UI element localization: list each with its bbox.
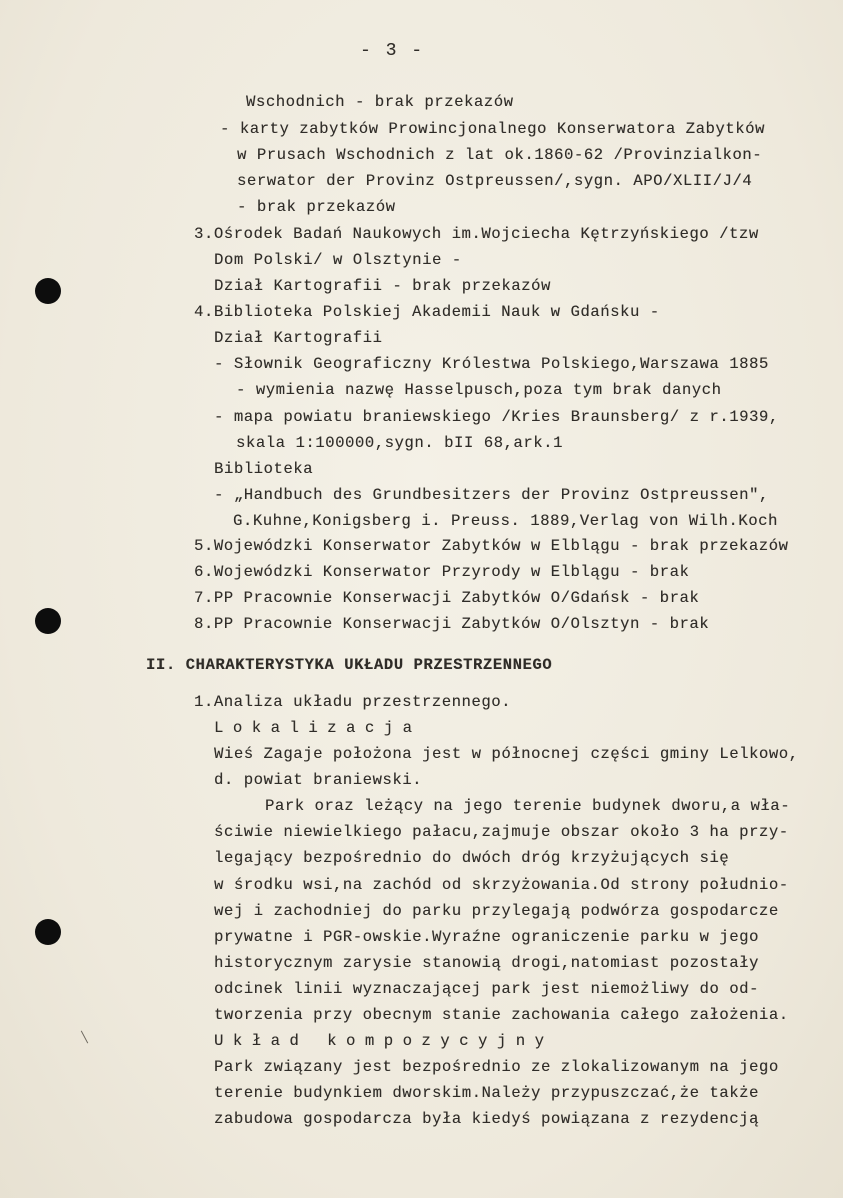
- text-line: - wymienia nazwę Hasselpusch,poza tym brak danych: [236, 381, 722, 399]
- text-line: Biblioteka: [214, 460, 314, 478]
- paragraph-line: odcinek linii wyznaczającej park jest niemożliwy do od-: [214, 980, 759, 998]
- paragraph-line: d. powiat braniewski.: [214, 771, 423, 789]
- list-item: - Słownik Geograficzny Królestwa Polskiego,Warszawa 1885: [214, 355, 769, 373]
- subsection-heading: 1.Analiza układu przestrzennego.: [194, 693, 512, 711]
- numbered-item: 3.Ośrodek Badań Naukowych im.Wojciecha Kętrzyńskiego /tzw: [194, 225, 759, 243]
- numbered-item: 6.Wojewódzki Konserwator Przyrody w Elblągu - brak: [194, 563, 690, 581]
- paragraph-line: terenie budynkiem dworskim.Należy przypuszczać,że także: [214, 1084, 759, 1102]
- punch-hole: [35, 608, 61, 634]
- paragraph-line: w środku wsi,na zachód od skrzyżowania.Od strony południo-: [214, 876, 789, 894]
- paragraph-line: zabudowa gospodarcza była kiedyś powiązana z rezydencją: [214, 1110, 759, 1128]
- paragraph-line: ściwie niewielkiego pałacu,zajmuje obszar około 3 ha przy-: [214, 823, 789, 841]
- text-line: Dom Polski/ w Olsztynie -: [214, 251, 462, 269]
- list-item: - „Handbuch des Grundbesitzers der Provinz Ostpreussen",: [214, 486, 769, 504]
- text-line: - brak przekazów: [237, 198, 396, 216]
- text-line: serwator der Provinz Ostpreussen/,sygn. APO/XLII/J/4: [237, 172, 753, 190]
- paragraph-line: legający bezpośrednio do dwóch dróg krzyżujących się: [214, 849, 730, 867]
- paragraph-line: tworzenia przy obecnym stanie zachowania całego założenia.: [214, 1006, 789, 1024]
- punch-hole: [35, 919, 61, 945]
- paragraph-line: prywatne i PGR-owskie.Wyraźne ograniczenie parku w jego: [214, 928, 759, 946]
- section-heading: II. CHARAKTERYSTYKA UKŁADU PRZESTRZENNEGO: [146, 656, 553, 674]
- page-number: - 3 -: [360, 41, 425, 61]
- numbered-item: 5.Wojewódzki Konserwator Zabytków w Elblągu - brak przekazów: [194, 537, 789, 555]
- numbered-item: 7.PP Pracownie Konserwacji Zabytków O/Gdańsk - brak: [194, 589, 700, 607]
- paragraph-line: Park oraz leżący na jego terenie budynek dworu,a wła-: [265, 797, 791, 815]
- paragraph-line: Park związany jest bezpośrednio ze zlokalizowanym na jego: [214, 1058, 779, 1076]
- punch-hole: [35, 278, 61, 304]
- paragraph-line: Wieś Zagaje położona jest w północnej części gminy Lelkowo,: [214, 745, 799, 763]
- numbered-item: 8.PP Pracownie Konserwacji Zabytków O/Olsztyn - brak: [194, 615, 710, 633]
- list-item: - mapa powiatu braniewskiego /Kries Braunsberg/ z r.1939,: [214, 408, 779, 426]
- text-line: w Prusach Wschodnich z lat ok.1860-62 /Provinzialkon-: [237, 146, 763, 164]
- spaced-heading: Układ kompozycyjny: [214, 1032, 554, 1050]
- spaced-heading: Lokalizacja: [214, 719, 422, 737]
- text-line: G.Kuhne,Konigsberg i. Preuss. 1889,Verlag von Wilh.Koch: [233, 512, 778, 530]
- text-line: Dział Kartografii: [214, 329, 383, 347]
- numbered-item: 4.Biblioteka Polskiej Akademii Nauk w Gdańsku -: [194, 303, 660, 321]
- text-line: Dział Kartografii - brak przekazów: [214, 277, 551, 295]
- paragraph-line: historycznym zarysie stanowią drogi,natomiast pozostały: [214, 954, 759, 972]
- text-line: skala 1:100000,sygn. bII 68,ark.1: [236, 434, 563, 452]
- list-item: - karty zabytków Prowincjonalnego Konserwatora Zabytków: [220, 120, 765, 138]
- paragraph-line: wej i zachodniej do parku przylegają podwórza gospodarcze: [214, 902, 779, 920]
- text-line: Wschodnich - brak przekazów: [246, 93, 514, 111]
